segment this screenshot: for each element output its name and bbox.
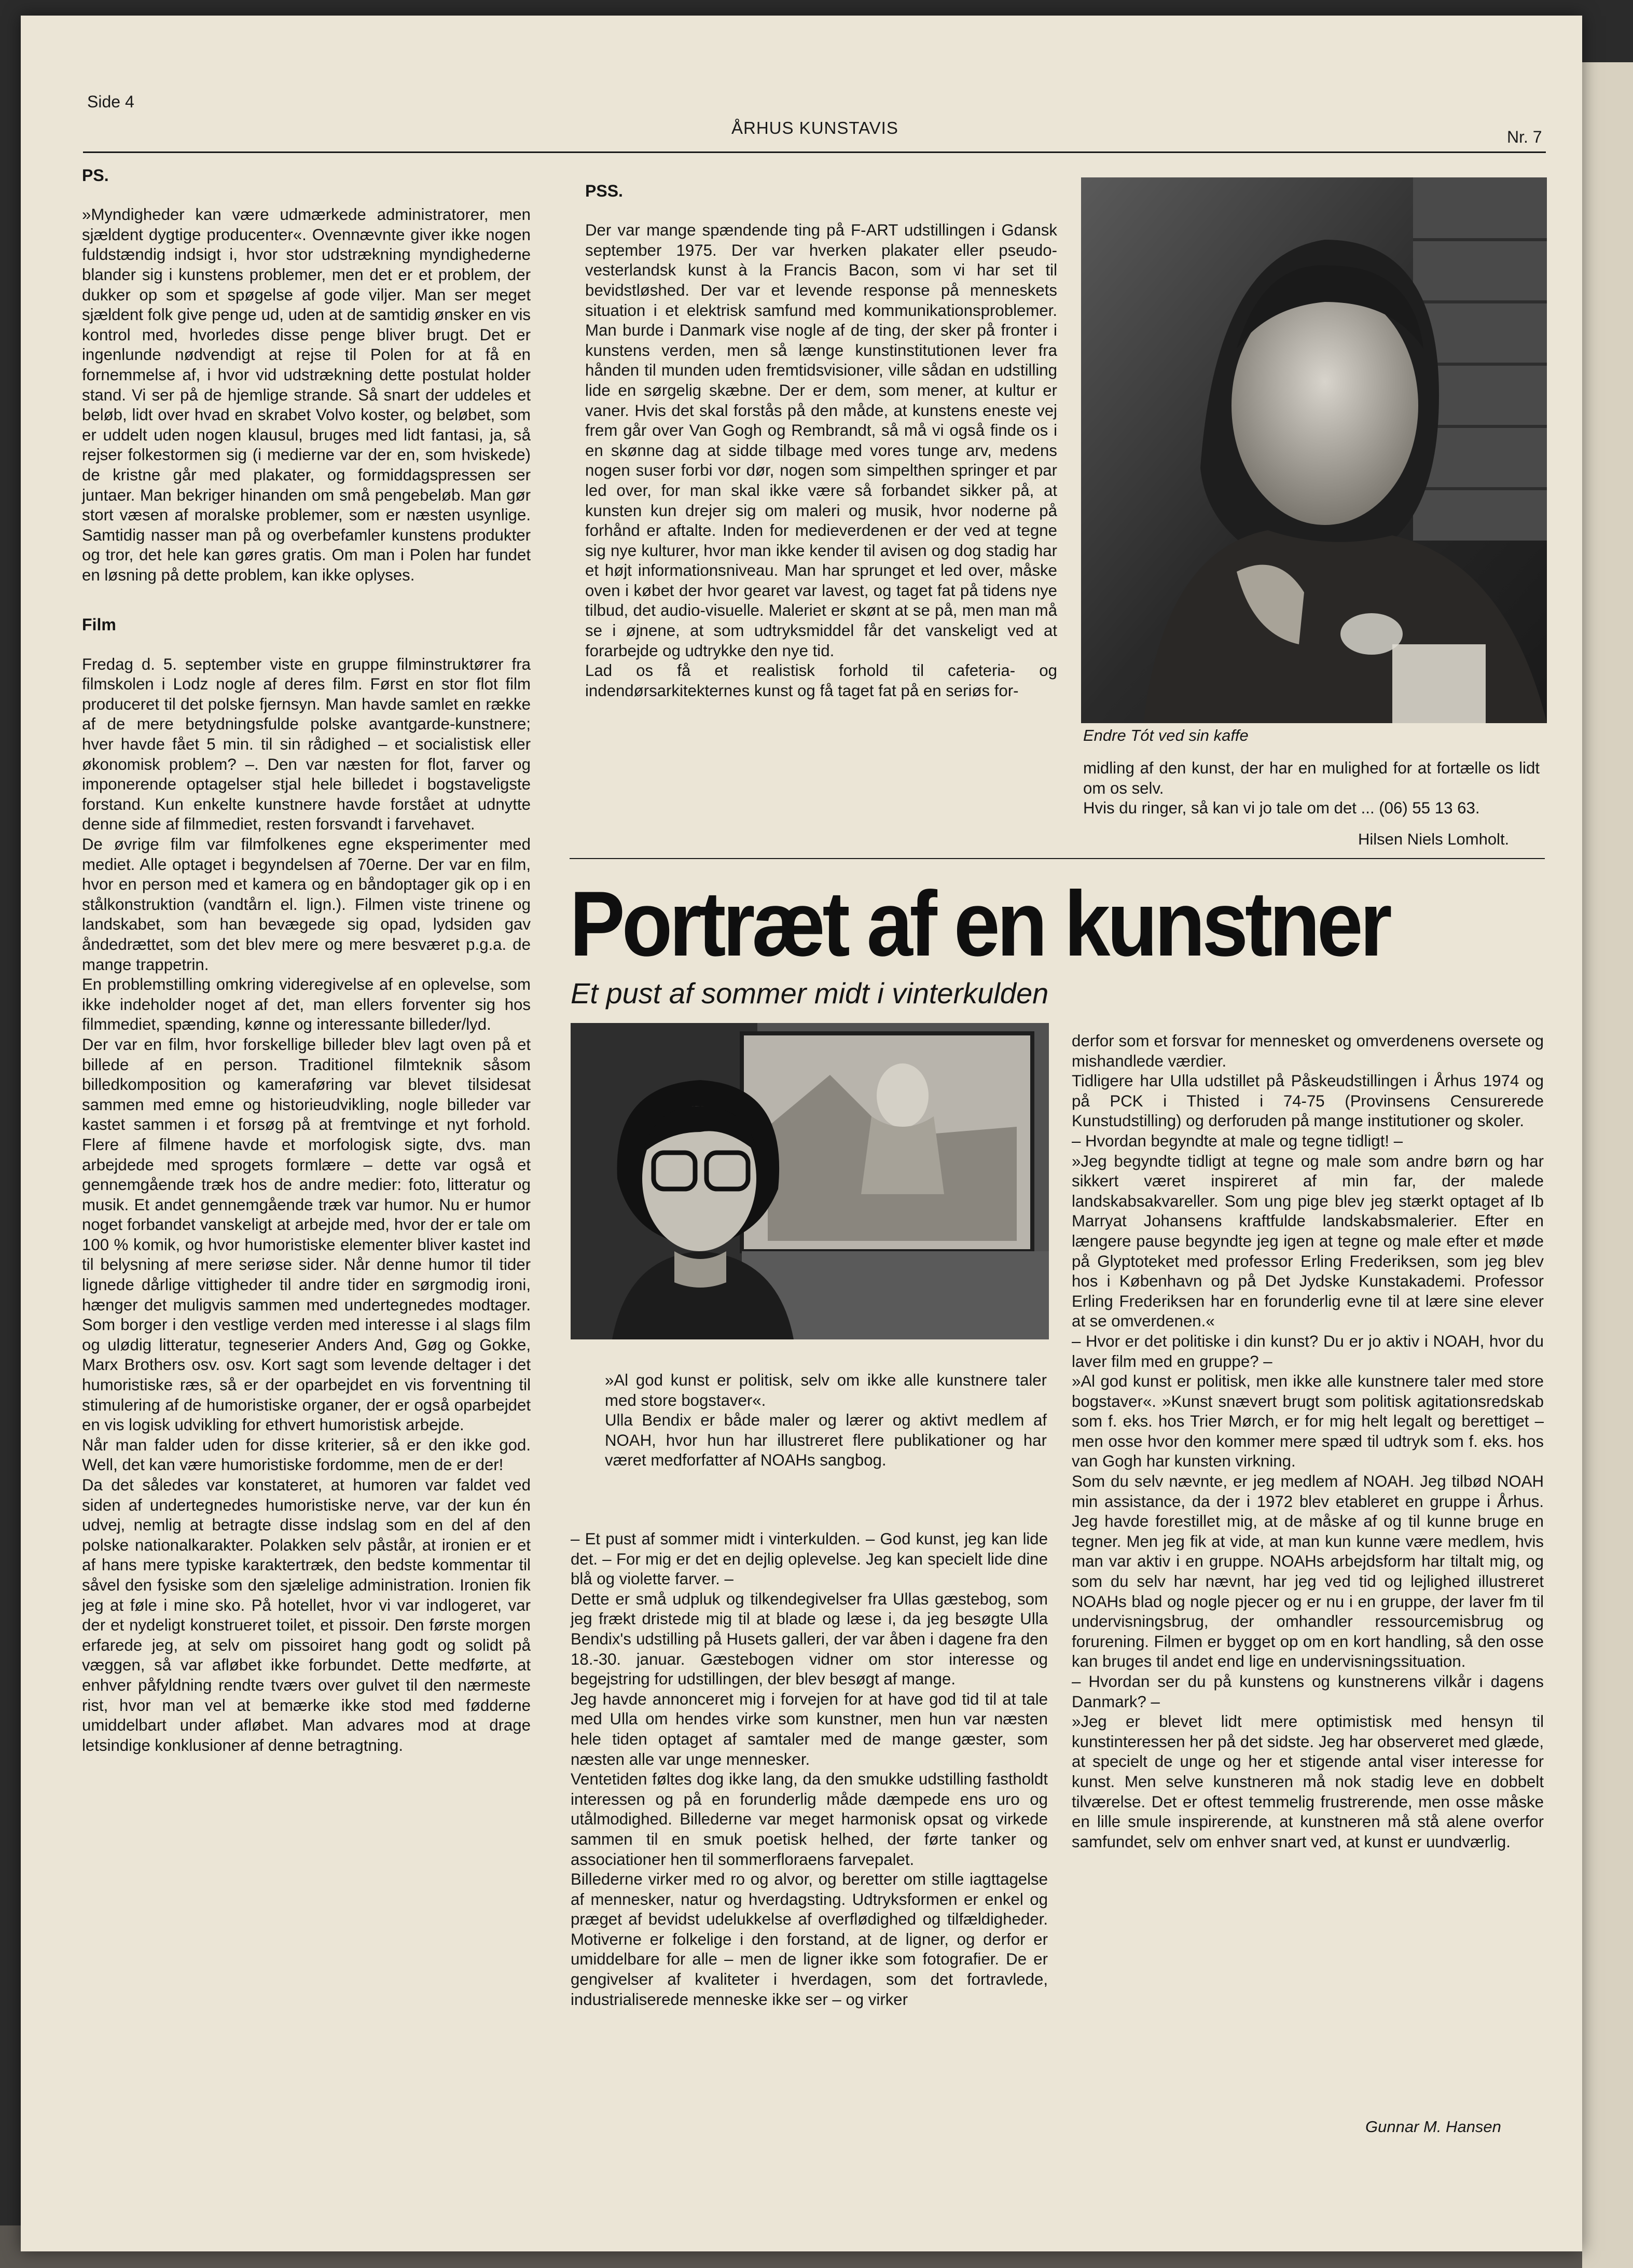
ps-heading: PS. xyxy=(82,165,109,185)
article-column-left: – Et pust af sommer midt i vinterkulden. – God kunst, jeg kan lide det. – For mig er det en dejlig oplevelse. Jeg kan specielt lide dine blå og violette farver. – Dette er små udpluk og tilkendegivelser fra Ullas gæstebog, som jeg frækt dristede mig til at blade og læse i, da jeg besøgte Ulla Bendix's udstilling på Husets galleri, der var åben i dagene fra den 18.-30. januar. Gæstebogen vidner om stor interesse og begejstring for udstillingen, der blev besøgt af mange. Jeg havde annonceret mig i forvejen for at have god tid til at tale med Ulla om hendes virke som kunstner, men hun var næsten hele tiden optaget af samtaler med de mange gæster, som næsten alle var unge mennesker. Ventetiden føltes dog ikke lang, da den smukke udstilling fastholdt interessen og på en forunderlig måde dæmpede ens uro og utålmodighed. Billederne var meget harmonisk opsat og virkede sammen til en smuk poetisk helhed, der førte tanker og associationer hen til sommerfloraens farvepalet. Billederne virker med ro og alvor, og beretter om stille iagttagelse af mennesker, natur og hverdagsting. Udtryksformen er enkel og præget af bevidst udelukkelse af overflødighed og tilfældigheder. Motiverne er folkelige i den forstand, at de ligner, og derfor er umiddelbare for alle – men de ligner ikke som fotografier. De er gengivelser af kvaliteter i hverdagen, som det fortravlede, industrialiserede menneske ikke ser – og virker xyxy=(571,1530,1048,2009)
issue-number: Nr. 7 xyxy=(1507,128,1542,146)
ps-text: »Myndigheder kan være udmærkede administratorer, men sjældent dygtige producenter«. Ovennævnte giver ikke nogen fuldstændig indsigt i, hvor stor udstrækning myndighederne blander sig i kunstens problemer, men det er et problem, der dukker op som et spøgelse af gode viljer. Man ser meget sjældent folk give penge ud, uden at de samtidig ønsker en vis kontrol med, hvorledes disse penge bliver brugt. Det er ingenlunde nødvendigt at rejse til Polen for at få en fornemmelse af, i hvor vid udstrækning dette postulat holder stand. Vi ser på de hjemlige strande. Så snart der uddeles et beløb, lidt over hvad en skrabet Volvo koster, og beløbet, som er uddelt uden nogen klausul, bruges med lidt fantasi, ja, så rejser folkestormen sig (i medierne var der en, som hviskede) de kristne går med plakater, og formiddagspressen ser juntaer. Man bekriger hinanden om små pengebeløb. Man gør stort væsen af moralske problemer, som er næsten usynlige. Samtidig nasser man på og overbefamler kunstens produkter og tror, det hele kan gøres gratis. Om man i Polen har fundet en løsning på dette problem, kan ikke oplyses. xyxy=(82,205,531,584)
section-rule xyxy=(570,858,1545,859)
newspaper-title: ÅRHUS KUNSTAVIS xyxy=(731,118,898,137)
photo-quote: »Al god kunst er politisk, selv om ikke alle kunstnere taler med store bogstaver«. Ulla Bendix er både maler og lærer og aktivt medlem af NOAH, hvor hun har illustreret flere publikationer og har været medforfatter af NOAHs sangbog. xyxy=(605,1371,1047,1470)
signature-gunnar: Gunnar M. Hansen xyxy=(1365,2118,1501,2136)
signature-niels: Hilsen Niels Lomholt. xyxy=(1358,830,1510,848)
film-heading: Film xyxy=(82,615,116,634)
article-subheadline: Et pust af sommer midt i vinterkulden xyxy=(571,977,1049,1009)
column-1 xyxy=(82,145,531,2194)
pss-heading: PSS. xyxy=(585,181,623,200)
article-headline: Portræt af en kunstner xyxy=(570,872,1389,975)
column-2 xyxy=(585,161,1057,856)
page-number: Side 4 xyxy=(87,92,134,111)
article-column-right: derfor som et forsvar for mennesket og omverdenens oversete og mishandlede værdier. Tidligere har Ulla udstillet på Påskeudstillingen i Århus 1974 og på PCK i Thisted i 74-75 (Provinsens Censurerede Kunstudstilling) og derforuden på mange institutioner og skoler. – Hvordan begyndte at male og tegne tidligt! – »Jeg begyndte tidligt at tegne og male som andre børn og har sikkert været inspireret af min far, der malede landskabsakvareller. Som ung pige blev jeg stærkt optaget af Ib Marryat Johansens kraftfulde landskabsmalerier. Efter en længere pause begyndte jeg igen at tegne og male efter et møde på Glyptoteket med professor Erling Frederiksen, som jeg blev hos i København og på Det Jydske Kunstakademi. Professor Erling Frederiksen har en forunderlig evne til at lære sine elever at se omverdenen.« – Hvor er det politiske i din kunst? Du er jo aktiv i NOAH, hvor du laver film med en gruppe? – »Al god kunst er politisk, men ikke alle kunstnere taler med store bogstaver«. »Kunst snævert brugt som politisk agitationsredskab som f. eks. hos Trier Mørch, er for mig helt legalt og berettiget – men osse hvor den kommer mere spæd til udtryk som f. eks. hos van Gogh har kunsten virkning. Som du selv nævnte, er jeg medlem af NOAH. Jeg tilbød NOAH min assistance, da der i 1972 blev etableret en gruppe i Århus. Jeg havde forestillet mig, at de måske af og til kunne bruge en tegner. Men jeg fik at vide, at man kun kunne være medlem, hvis man var aktiv i en gruppe. NOAHs arbejdsform har tiltalt mig, og som du selv har nævnt, har jeg ved tid og lejlighed illustreret NOAHs blad og nogle pjecer og er nu i en gruppe, der laver fm til undervisningsbrug, der omhandler ressourcemisbrug og forurening. Filmen er bygget op om en kort handling, så den osse kan bruges til andet end lige en undervisningssituation. – Hvordan ser du på kunstens og kunstnerens vilkår i dagens Danmark? – »Jeg er blevet lidt mere optimistisk med hensyn til kunstinteressen her på det sidste. Jeg har observeret med glæde, at specielt de unge og her et stigende antal viser interesse for kunst. Men selve kunstneren må nok stadig leve en dobbelt tilværelse. Det er oftest temmelig frustrerende, men osse måske en lille smule inspirerende, at kunstneren må stå alene overfor samfundet, selv om enhver snart ved, at kunst er uundværlig. xyxy=(1072,1032,1544,1851)
pss-text: Der var mange spændende ting på F-ART udstillingen i Gdansk september 1975. Der var hverken plakater eller pseudo-vesterlandsk kunst à la Francis Bacon, som vi har set til bevidstløshed. Der var et levende response på menneskets situation i et elektrisk samfund med kommunikationsproblemer. Man burde i Danmark vise nogle af de ting, der sker på fronter i kunstens verden, men så længe kunstinstitutionen lever fra hånden til munden uden fremtidsvisioner, ville sådan en udstilling lide en sørgelig skæbne. Der er dem, som mener, at kultur er vaner. Hvis det skal forstås på den måde, at kunstens eneste vej frem går over Van Gogh og Rembrandt, så må vi også finde os i en skønne dag at sidde tilbage med vores tunge arv, medens nogen suser forbi vor dør, nogen som simpelthen springer et par led over, for man skal ikke være så forbandet sikker på, at kunsten kun drejer sig om maleri og musik, hvor noderne på forhånd er aftalte. Inden for medieverdenen er der ved at tegne sig nye kulturer, hvor man ikke kender til avisen og dog stadig har et højt informationsniveau. Man har sprunget et led over, måske oven i købet der hvor gearet var lavest, og taget fat på tidens nye tilbud, det audio-visuelle. Maleriet er skønt at se på, men man må se i øjnene, at som udtryksmiddel får det vanskeligt ved at forarbejde og udtrykke den nye tid. Lad os få et realistisk forhold til cafeteria- og indendørsarkitekternes kunst og få taget fat på en seriøs for- xyxy=(585,221,1057,700)
photo-caption: Endre Tót ved sin kaffe xyxy=(1083,726,1249,744)
column-3-text: midling af den kunst, der har en mulighed for at fortælle os lidt om os selv. Hvis du ringer, så kan vi jo tale om det ... (06) 55 13 63. xyxy=(1083,759,1540,818)
film-text: Fredag d. 5. september viste en gruppe filminstruktører fra filmskolen i Lodz nogle af deres film. Først en stor flot film produceret til det polske fjernsyn. Man havde samlet en række af de mere betydningsfulde polske avantgarde-kunstnere; hver havde fået 5 min. til sin rådighed – et socialistisk eller økonomisk problem? –. Den var næsten for flot, farver og imponerende optagelser stjal hele billedet i bogstaveligste forstand. Kun enkelte kunstnere havde forstået at udnytte denne side af filmmediet, resten forsvandt i farvehavet. De øvrige film var filmfolkenes egne eksperimenter med mediet. Alle optaget i begyndelsen af 70erne. Der var en film, hvor en person med et kamera og en båndoptager gik op i en stålkonstruktion (vandtårn el. lign.). Filmen viste trinene og landskabet, som han bevægede sig opad, lydsiden gav åndedrættet, som det blev mere og mere besværet p.g.a. de mange trappetrin. En problemstilling omkring videregivelse af en oplevelse, som ikke indeholder noget af det, man ellers forventer sig hos filmmediet, spænding, kønne og interessante billeder/lyd. Der var en film, hvor forskellige billeder blev lagt oven på et billede af en person. Traditionel filmteknik såsom billedkomposition og kameraføring var blevet tilsidesat sammen med emne og historieudvikling, nogle billeder var kastet sammen i et forsøg på at fremtvinge et nyt forhold. Flere af filmene havde et morfologisk sigte, dvs. man arbejdede med sprogets formlære – dette var også et gennemgående træk hos de andre medier: foto, litteratur og musik. Et andet gennemgående træk var humor. Nu er humor noget forbandet vanskeligt at arbejde med, hvor der er tale om 100 % komik, og hvor humoristiske elementer bliver kastet ind til belysning af mere seriøse sider. Når denne humor til tider lignede dårlige vittigheder til andre tider en sørgmodig ironi, hænger det muligvis sammen med undertegnedes modtager. Som borger i den vestlige verden med interesse i al slags film og ulødig litteratur, tegneserier Anders And, Gøg og Gokke, Marx Brothers osv. osv. Kort sagt som levende deltager i det humoristiske ræs, så er der oparbejdet en vis forventning til stimulering af de humoristiske organer, der er også oparbejdet en vis logisk udvikling for ethvert humoristisk arbejde. Når man falder uden for disse kriterier, så er den ikke god. Well, det kan være humoristiske fordomme, men de er der! Da det således var konstateret, at humoren var faldet ved siden af undertegnedes humoristiske nerve, var der kun én udvej, nemlig at betragte disse indslag som en del af den polske nationalkarakter. Polakken selv påstår, at ironien er et af hans mere typiske karaktertræk, den bedste kommentar til såvel den fysiske som den sjælelige administration. Ironien fik jeg at føle i mine sko. På hotellet, hvor vi var indlogeret, var der et nydeligt konstrueret toilet, et pissoir. Den første morgen erfarede jeg, at selv om pissoiret hang godt og solidt på væggen, så var afløbet ikke forbundet. Dette medførte, at enhver påfyldning rendte tværs over gulvet til den nærmeste rist, hvor man vel at bemærke ikke stod med fødderne umiddelbart under afløbet. Man advares mod at drage letsindige konklusioner af denne betragtning. xyxy=(82,655,531,1754)
photo-ulla-bendix xyxy=(571,1023,1049,1339)
photo-endre-tot xyxy=(1081,177,1547,723)
next-page-edge xyxy=(1582,62,1633,2268)
